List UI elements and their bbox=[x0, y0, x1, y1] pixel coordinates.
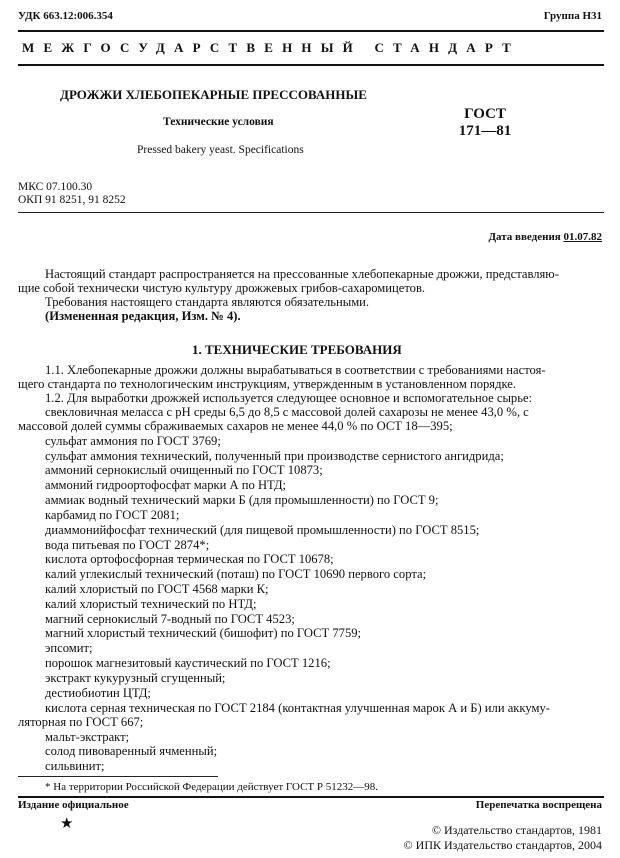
gost-number: 171—81 bbox=[458, 123, 512, 139]
copyright-line: © ИПК Издательство стандартов, 2004 bbox=[403, 838, 602, 852]
section-line: кислота ортофосфорная термическая по ГОСТ 10678; bbox=[45, 552, 334, 566]
header-rule-top bbox=[18, 30, 604, 32]
section-line: экстракт кукурузный сгущенный; bbox=[45, 671, 226, 685]
section-line: свекловичная меласса с рН среды 6,5 до 8,5 с массовой долей сахарозы не менее 43,0 %, с bbox=[45, 405, 529, 419]
section-line: сульфат аммония технический, полученный при производстве сернистого ангидрида; bbox=[45, 449, 504, 463]
section-line: магний хлористый технический (бишофит) по ГОСТ 7759; bbox=[45, 626, 362, 640]
standard-banner: МЕЖГОСУДАРСТВЕННЫЙ СТАНДАРТ bbox=[22, 40, 521, 55]
section-line: 1.1. Хлебопекарные дрожжи должны вырабатываться в соответствии с требованиями настоя- bbox=[45, 363, 546, 377]
section-line: вода питьевая по ГОСТ 2874*; bbox=[45, 538, 210, 552]
gost-label: ГОСТ bbox=[464, 106, 506, 122]
footnote-rule bbox=[18, 776, 218, 777]
section-line: диаммонийфосфат технический (для пищевой промышленности) по ГОСТ 8515; bbox=[45, 523, 480, 537]
english-title: Pressed bakery yeast. Specifications bbox=[137, 144, 304, 156]
footer-rule bbox=[18, 796, 604, 798]
section-line: аммиак водный технический марки Б (для промышленности) по ГОСТ 9; bbox=[45, 493, 439, 507]
section-line: калий хлористый по ГОСТ 4568 марки К; bbox=[45, 582, 269, 596]
amendment-note: (Измененная редакция, Изм. № 4). bbox=[45, 309, 241, 323]
section-line: аммоний сернокислый очищенный по ГОСТ 10873; bbox=[45, 463, 323, 477]
intro-date bbox=[488, 231, 602, 243]
intro-line: Настоящий стандарт распространяется на прессованные хлебопекарные дрожжи, представляю- bbox=[45, 267, 559, 281]
document-subtitle: Технические условия bbox=[163, 116, 274, 128]
header-rule-bottom bbox=[18, 64, 604, 66]
intro-date-label: Дата введения bbox=[488, 231, 561, 243]
section-line: кислота серная техническая по ГОСТ 2184 (контактная улучшенная марок А и Б) или аккуму- bbox=[45, 701, 550, 715]
document-title: ДРОЖЖИ ХЛЕБОПЕКАРНЫЕ ПРЕССОВАННЫЕ bbox=[60, 87, 367, 102]
section-line: магний сернокислый 7-водный по ГОСТ 4523; bbox=[45, 612, 295, 626]
intro-line: щие собой технически чистую культуру дрожжевых грибов-сахаромицетов. bbox=[18, 281, 426, 295]
section-heading: 1. ТЕХНИЧЕСКИЕ ТРЕБОВАНИЯ bbox=[192, 342, 402, 357]
gost-designation bbox=[455, 106, 515, 140]
section-line: 1.2. Для выработки дрожжей используется следующее основное и вспомогательное сырье: bbox=[45, 391, 533, 405]
section-line: мальт-экстракт; bbox=[45, 730, 130, 744]
section-line: аммоний гидроортофосфат марки А по НТД; bbox=[45, 478, 287, 492]
codes-block bbox=[18, 181, 126, 207]
section-line: калий хлористый технический по НТД; bbox=[45, 597, 257, 611]
star-icon: ★ bbox=[60, 816, 74, 832]
udk-code: УДК 663.12:006.354 bbox=[18, 10, 113, 22]
section-line: ляторная по ГОСТ 667; bbox=[18, 715, 144, 729]
codes-rule bbox=[18, 212, 604, 213]
section-line: сильвинит; bbox=[45, 759, 105, 773]
group-code: Группа Н31 bbox=[543, 10, 602, 22]
reprint-notice: Перепечатка воспрещена bbox=[475, 799, 602, 811]
intro-date-value: 01.07.82 bbox=[563, 231, 602, 243]
section-line: сульфат аммония по ГОСТ 3769; bbox=[45, 434, 221, 448]
section-line: дестиобиотин ЦТД; bbox=[45, 686, 151, 700]
section-line: эпсомит; bbox=[45, 641, 93, 655]
section-line: порошок магнезитовый каустический по ГОСТ 1216; bbox=[45, 656, 331, 670]
section-line: солод пивоваренный ячменный; bbox=[45, 744, 218, 758]
section-line: карбамид по ГОСТ 2081; bbox=[45, 508, 180, 522]
copyright-block bbox=[404, 823, 602, 853]
section-line: массовой долей суммы сбраживаемых сахаров не менее 44,0 % по ОСТ 18—395; bbox=[18, 419, 453, 433]
copyright-line: © Издательство стандартов, 1981 bbox=[431, 823, 602, 837]
official-edition: Издание официальное bbox=[18, 799, 129, 811]
section-line: калий углекислый технический (поташ) по ГОСТ 10690 первого сорта; bbox=[45, 567, 427, 581]
okp-code: ОКП 91 8251, 91 8252 bbox=[18, 194, 126, 206]
footnote: * На территории Российской Федерации действует ГОСТ Р 51232—98. bbox=[45, 781, 379, 793]
section-line: щего стандарта по технологическим инструкциям, утвержденным в установленном порядке. bbox=[18, 377, 517, 391]
intro-line: Требования настоящего стандарта являются обязательными. bbox=[45, 295, 370, 309]
mks-code: МКС 07.100.30 bbox=[18, 181, 93, 193]
